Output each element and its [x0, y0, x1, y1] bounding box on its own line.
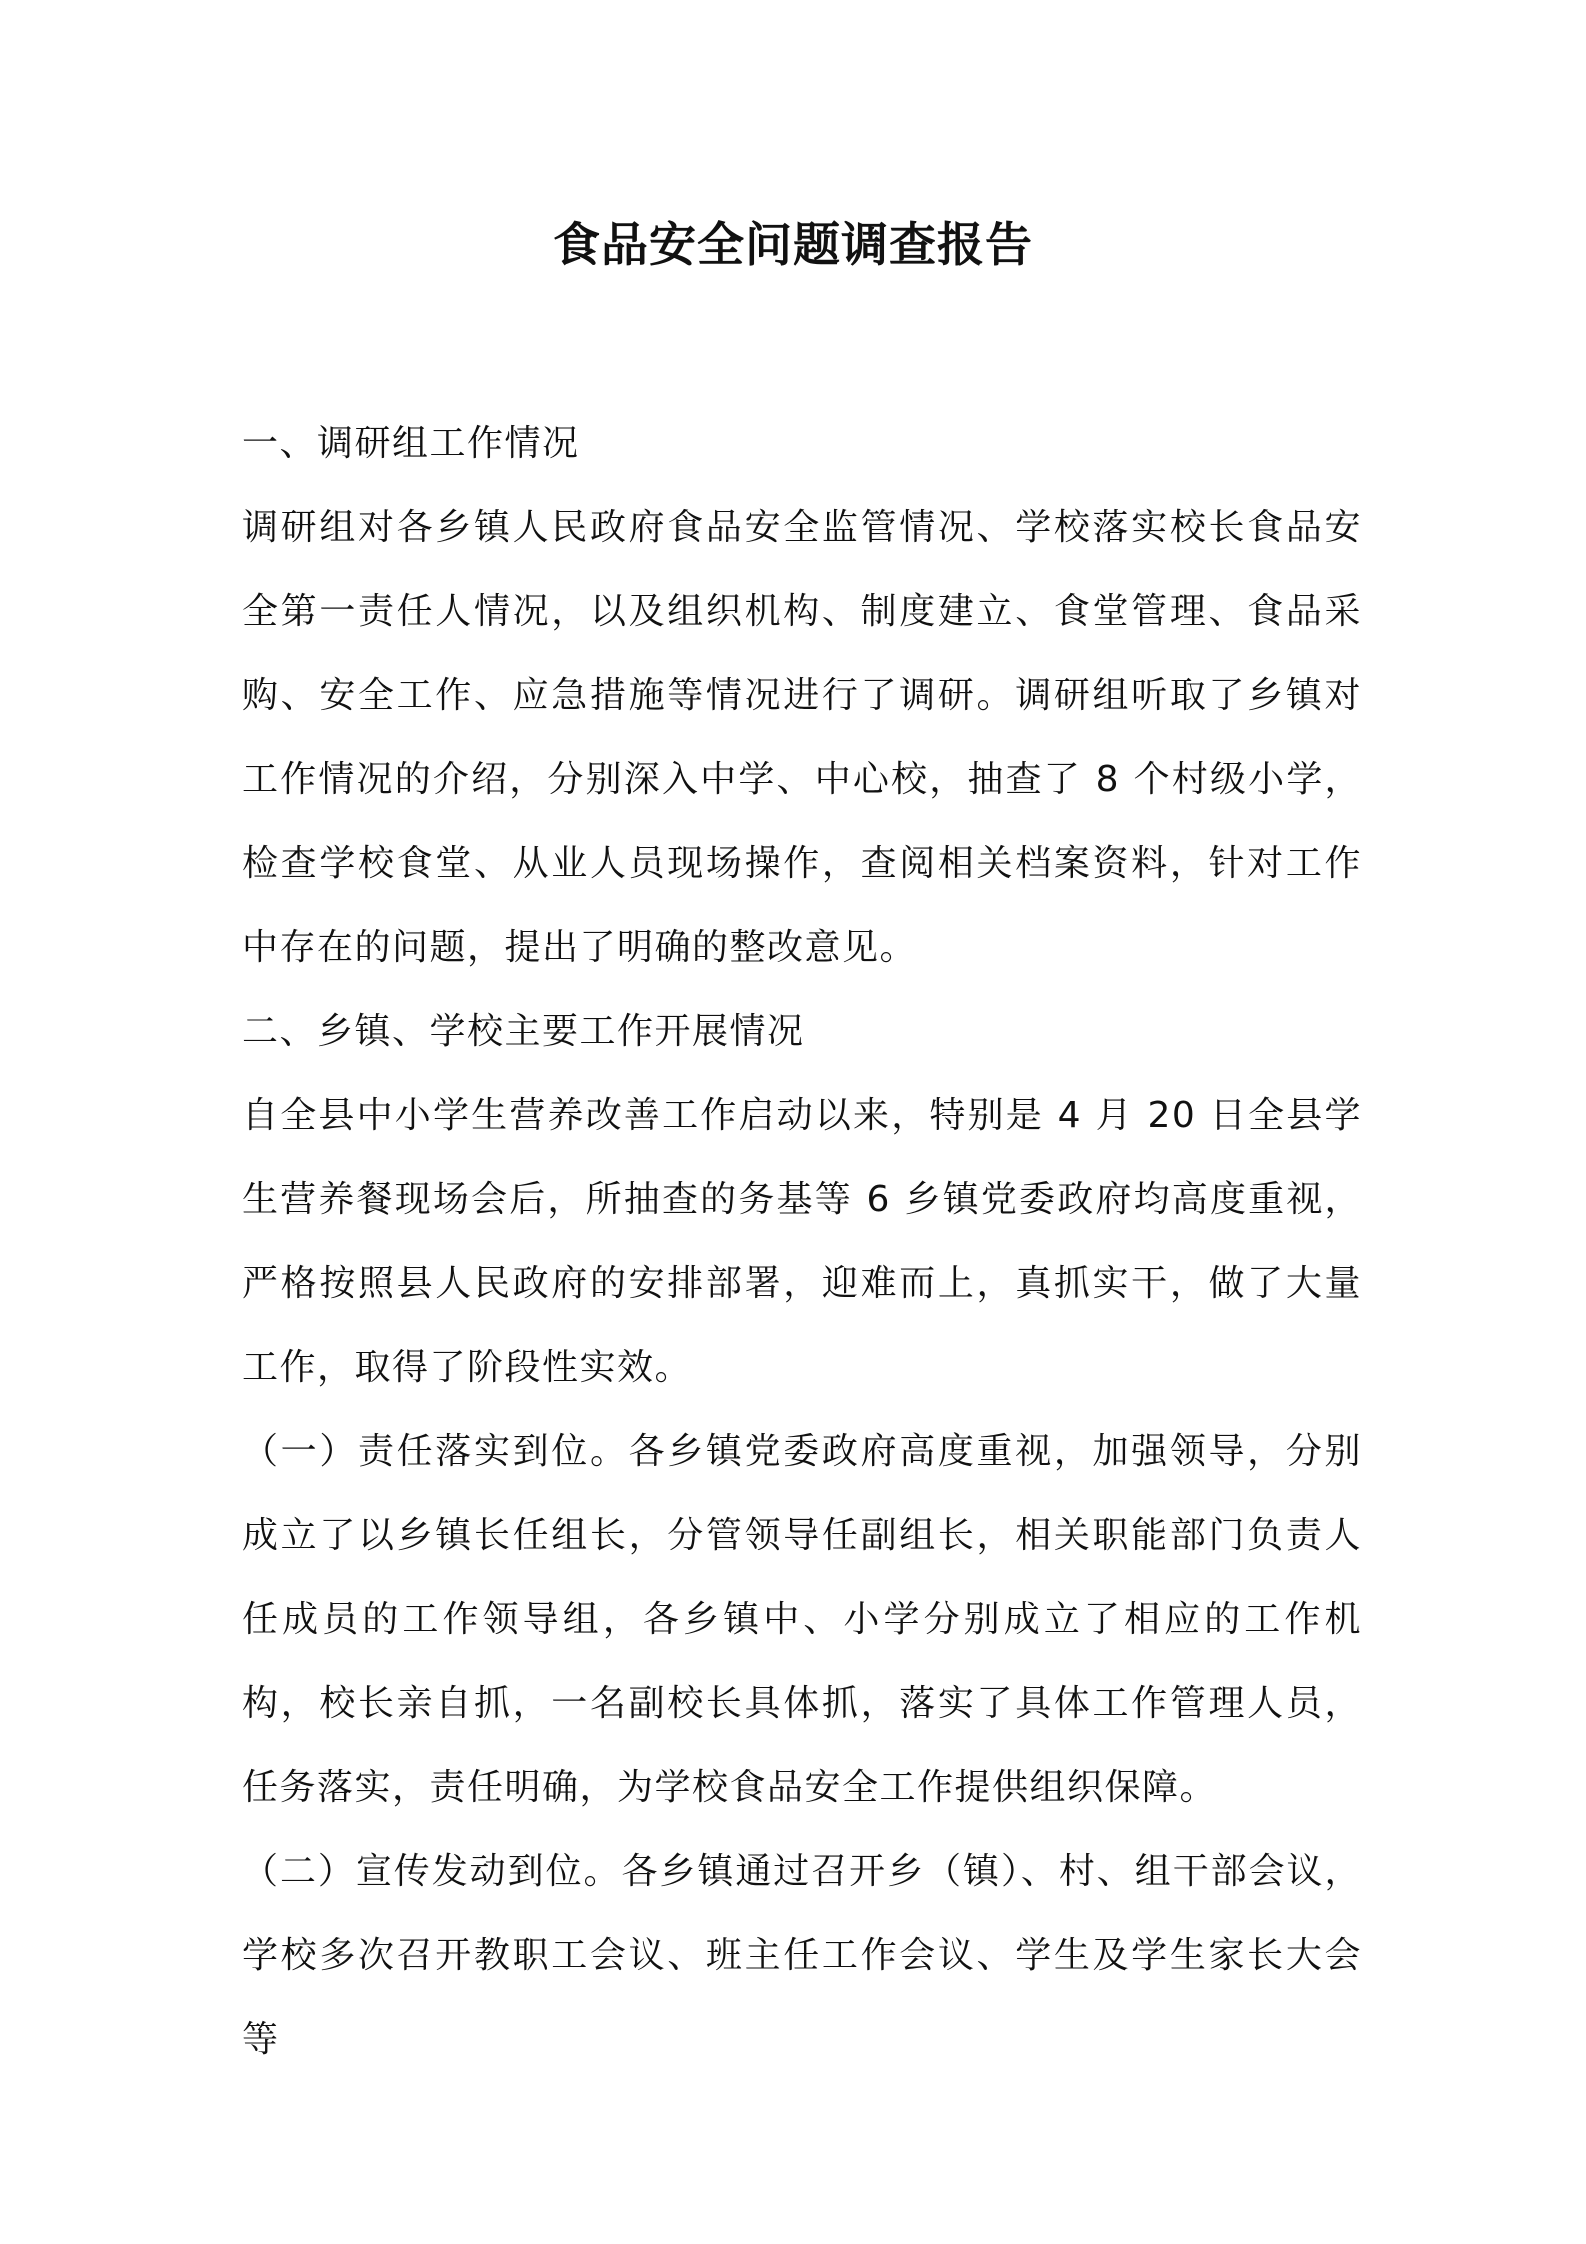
section1-paragraph: 调研组对各乡镇人民政府食品安全监管情况、学校落实校长食品安全第一责任人情况，以及组织机构、制度建立、食堂管理、食品采购、安全工作、应急措施等情况进行了调研。调研组听取了乡镇对工作情况的介绍，分别深入中学、中心校，抽查了 8 个村级小学，检查学校食堂、从业人员现场操作，查阅相关档案资料，针对工作中存在的问题，提出了明确的整改意见。 — [242, 507, 1362, 968]
section2-intro-paragraph: 自全县中小学生营养改善工作启动以来，特别是 4 月 20 日全县学生营养餐现场会后，所抽查的务基等 6 乡镇党委政府均高度重视，严格按照县人民政府的安排部署，迎难而上，真抓实干，做了大量工作，取得了阶段性实效。 — [242, 1095, 1362, 1388]
section1-heading: 一、调研组工作情况 — [242, 423, 580, 464]
section2-item2-paragraph: （二）宣传发动到位。各乡镇通过召开乡（镇）、村、组干部会议，学校多次召开教职工会议、班主任工作会议、学生及学生家长大会等 — [242, 1851, 1362, 2060]
section2-heading: 二、乡镇、学校主要工作开展情况 — [242, 1011, 805, 1052]
document-title: 食品安全问题调查报告 — [553, 218, 1033, 273]
section2-item1-paragraph: （一）责任落实到位。各乡镇党委政府高度重视，加强领导，分别成立了以乡镇长任组长，分管领导任副组长，相关职能部门负责人任成员的工作领导组，各乡镇中、小学分别成立了相应的工作机构，校长亲自抓，一名副校长具体抓，落实了具体工作管理人员，任务落实，责任明确，为学校食品安全工作提供组织保障。 — [242, 1431, 1362, 1808]
document-body — [242, 402, 1362, 2082]
